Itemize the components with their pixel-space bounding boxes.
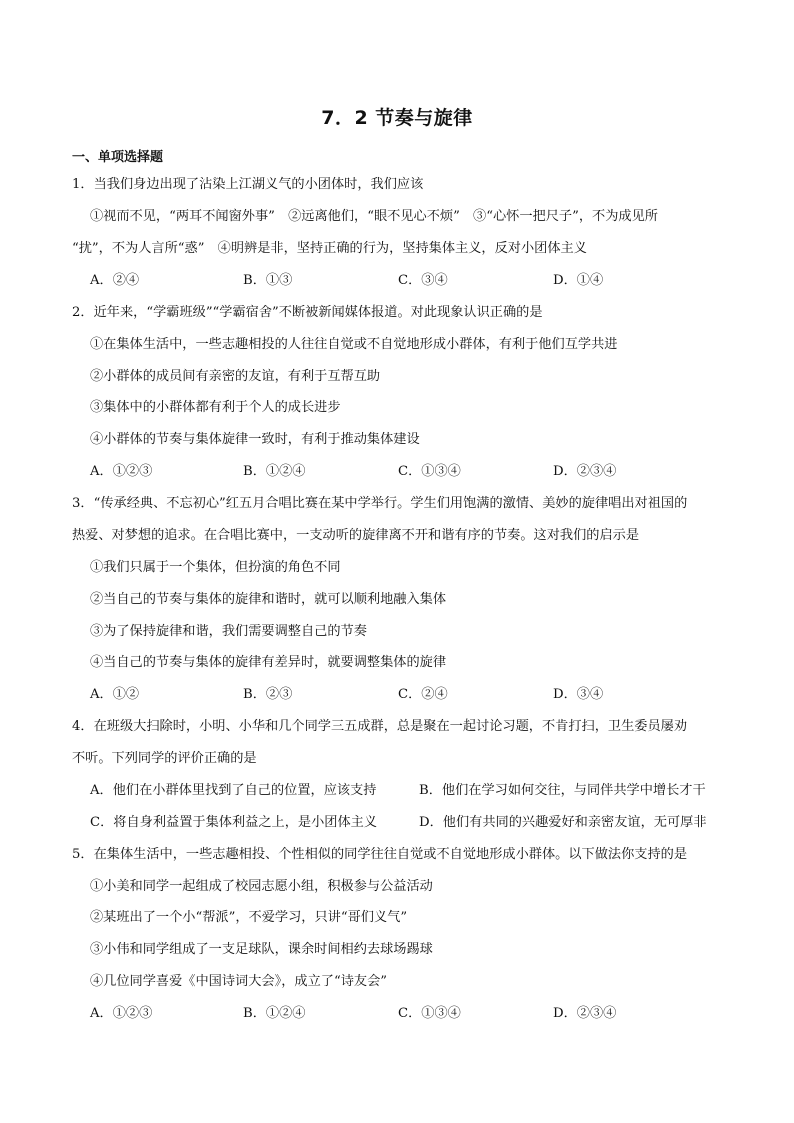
question-4-option-b: B．他们在学习如何交往，与同伴共学中增长才干	[419, 783, 706, 798]
question-1-statement-line: “扰”，不为人言所“惑” ④明辨是非，坚持正确的行为，坚持集体主义，反对小团体主义	[72, 241, 587, 256]
question-4-option-a: A．他们在小群体里找到了自己的位置，应该支持	[90, 783, 377, 798]
question-3-statement: ②当自己的节奏与集体的旋律和谐时，就可以顺利地融入集体	[90, 592, 447, 607]
question-1-option-a: A．②④	[90, 273, 140, 288]
question-2-option-a: A．①②③	[90, 464, 153, 479]
question-5-statement: ③小伟和同学组成了一支足球队，课余时间相约去球场踢球	[90, 942, 433, 957]
question-3-stem-continued: 热爱、对梦想的追求。在合唱比赛中，一支动听的旋律离不开和谐有序的节奏。这对我们的启示是	[72, 528, 640, 543]
question-1-statement-line: ①视而不见，“两耳不闻窗外事” ②远离他们，“眼不见心不烦” ③“心怀一把尺子”，不为成见所	[90, 209, 658, 224]
question-3-option-c: C．②④	[398, 687, 448, 702]
question-5-statement: ④几位同学喜爱《中国诗词大会》，成立了“诗友会”	[90, 974, 388, 989]
question-1-option-b: B．①③	[243, 273, 293, 288]
question-3-option-b: B．②③	[243, 687, 293, 702]
question-3-statement: ③为了保持旋律和谐，我们需要调整自己的节奏	[90, 624, 367, 639]
question-2-statement: ②小群体的成员间有亲密的友谊，有利于互帮互助	[90, 369, 381, 384]
question-3-stem: 3．“传承经典、不忘初心”红五月合唱比赛在某中学举行。学生们用饱满的激情、美妙的旋律唱出对祖国的	[72, 496, 688, 511]
question-2-statement: ①在集体生活中，一些志趣相投的人往往自觉或不自觉地形成小群体，有利于他们互学共进	[90, 337, 618, 352]
question-4-stem: 4．在班级大扫除时，小明、小华和几个同学三五成群，总是聚在一起讨论习题，不肯打扫，卫生委员屡劝	[72, 719, 688, 734]
question-5-stem: 5．在集体生活中，一些志趣相投、个性相似的同学往往自觉或不自觉地形成小群体。以下做法你支持的是	[72, 847, 688, 862]
page-title: 7．2 节奏与旋律	[321, 107, 473, 129]
question-2-option-d: D．②③④	[553, 464, 617, 479]
question-5-statement: ①小美和同学一起组成了校园志愿小组，积极参与公益活动	[90, 879, 433, 894]
section-heading: 一、单项选择题	[72, 150, 164, 165]
question-1-stem: 1．当我们身边出现了沾染上江湖义气的小团体时，我们应该	[72, 177, 424, 192]
question-1-option-d: D．①④	[553, 273, 604, 288]
question-5-option-b: B．①②④	[243, 1006, 306, 1021]
question-2-option-b: B．①②④	[243, 464, 306, 479]
question-3-option-d: D．③④	[553, 687, 604, 702]
question-2-statement: ③集体中的小群体都有利于个人的成长进步	[90, 400, 341, 415]
question-2-statement: ④小群体的节奏与集体旋律一致时，有利于推动集体建设	[90, 432, 420, 447]
question-5-option-d: D．②③④	[553, 1006, 617, 1021]
question-3-statement: ①我们只属于一个集体，但扮演的角色不同	[90, 560, 341, 575]
question-5-option-a: A．①②③	[90, 1006, 153, 1021]
question-5-statement: ②某班出了一个小“帮派”，不爱学习，只讲“哥们义气”	[90, 910, 408, 925]
question-3-option-a: A．①②	[90, 687, 140, 702]
question-5-option-c: C．①③④	[398, 1006, 461, 1021]
question-3-statement: ④当自己的节奏与集体的旋律有差异时，就要调整集体的旋律	[90, 655, 447, 670]
question-4-option-c: C．将自身利益置于集体利益之上，是小团体主义	[90, 815, 378, 830]
question-1-option-c: C．③④	[398, 273, 448, 288]
question-2-option-c: C．①③④	[398, 464, 461, 479]
question-4-option-d: D．他们有共同的兴趣爱好和亲密友谊，无可厚非	[419, 815, 707, 830]
question-2-stem: 2．近年来，“学霸班级”“学霸宿舍”不断被新闻媒体报道。对此现象认识正确的是	[72, 305, 543, 320]
question-4-stem-continued: 不听。下列同学的评价正确的是	[72, 751, 257, 766]
